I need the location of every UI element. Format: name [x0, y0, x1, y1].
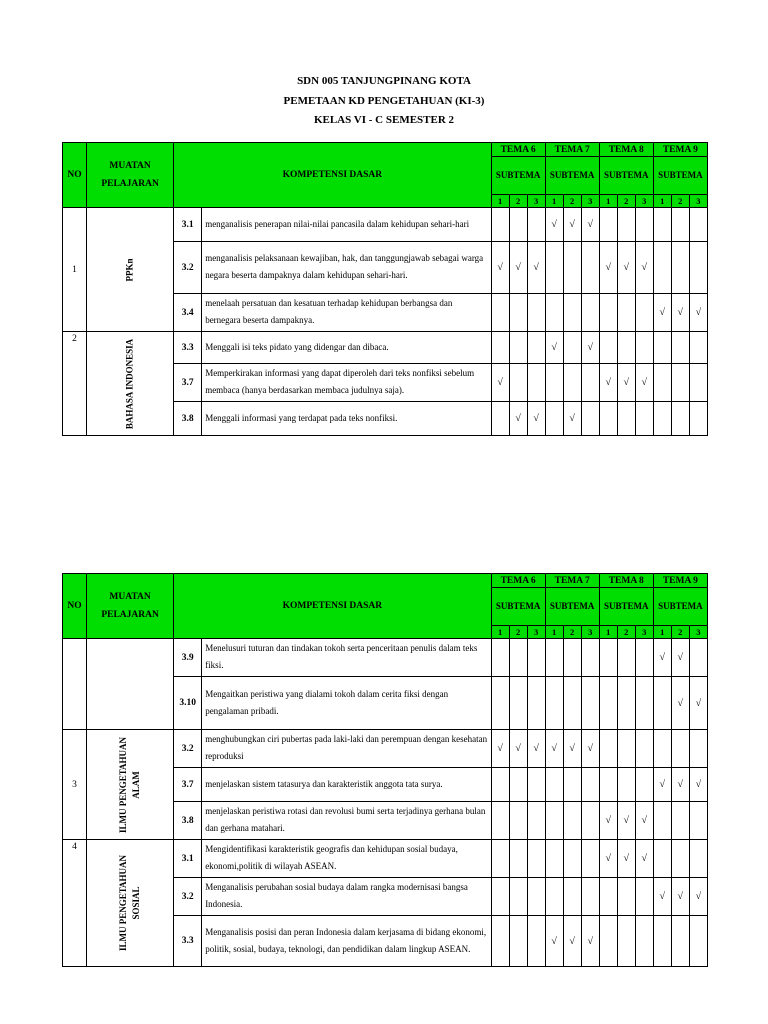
empty-cell [509, 208, 527, 242]
kd-mapping-table-2 [62, 573, 708, 967]
empty-cell [671, 364, 689, 402]
empty-cell [617, 332, 635, 364]
subject-label: PPKn [124, 257, 135, 282]
check-mark: √ [689, 294, 707, 332]
kd-description: Memperkirakan informasi yang dapat diperoleh dari teks nonfiksi sebelum membaca (hanya berdasarkan membaca judulnya saja). [202, 364, 491, 402]
subject-cell [87, 208, 174, 332]
check-mark: √ [635, 242, 653, 294]
header-no: NO [63, 574, 87, 639]
empty-cell [563, 332, 581, 364]
kd-description: Menggali isi teks pidato yang didengar dan dibaca. [202, 332, 491, 364]
row-number: 2 [63, 332, 87, 436]
header-subtema-number: 1 [491, 195, 509, 208]
empty-cell [689, 840, 707, 878]
kd-row [63, 208, 708, 242]
empty-cell [545, 802, 563, 840]
kd-code: 3.7 [174, 364, 202, 402]
empty-cell [671, 208, 689, 242]
empty-cell [653, 402, 671, 436]
check-mark: √ [491, 242, 509, 294]
empty-cell [527, 332, 545, 364]
subject-cell [87, 332, 174, 436]
empty-cell [545, 768, 563, 802]
empty-cell [545, 364, 563, 402]
header-subtema: SUBTEMA [491, 588, 545, 626]
check-mark: √ [671, 639, 689, 677]
empty-cell [689, 802, 707, 840]
kd-code: 3.3 [174, 916, 202, 967]
check-mark: √ [671, 677, 689, 730]
empty-cell [671, 730, 689, 768]
empty-cell [689, 332, 707, 364]
empty-cell [491, 878, 509, 916]
kd-code: 3.10 [174, 677, 202, 730]
kd-description: Menelusuri tuturan dan tindakan tokoh serta penceritaan penulis dalam teks fiksi. [202, 639, 491, 677]
empty-cell [653, 802, 671, 840]
empty-cell [653, 677, 671, 730]
check-mark: √ [653, 639, 671, 677]
check-mark: √ [527, 730, 545, 768]
empty-cell [617, 768, 635, 802]
subject-label: ILMU PENGETAHUAN ALAM [118, 736, 142, 833]
header-subtema: SUBTEMA [545, 157, 599, 195]
empty-cell [671, 840, 689, 878]
empty-cell [671, 916, 689, 967]
subject-cell [87, 639, 174, 730]
kd-code: 3.4 [174, 294, 202, 332]
document-title: PEMETAAN KD PENGETAHUAN (KI-3) [283, 94, 485, 107]
empty-cell [545, 677, 563, 730]
empty-cell [599, 294, 617, 332]
header-tema-8: TEMA 8 [599, 574, 653, 588]
check-mark: √ [653, 878, 671, 916]
check-mark: √ [617, 840, 635, 878]
empty-cell [653, 840, 671, 878]
check-mark: √ [545, 916, 563, 967]
empty-cell [563, 294, 581, 332]
empty-cell [671, 802, 689, 840]
empty-cell [545, 242, 563, 294]
empty-cell [635, 677, 653, 730]
empty-cell [635, 294, 653, 332]
empty-cell [671, 332, 689, 364]
header-subtema: SUBTEMA [491, 157, 545, 195]
empty-cell [599, 878, 617, 916]
check-mark: √ [581, 208, 599, 242]
empty-cell [635, 878, 653, 916]
check-mark: √ [491, 364, 509, 402]
empty-cell [509, 878, 527, 916]
header-tema-8: TEMA 8 [599, 143, 653, 157]
header-subtema-number: 3 [689, 626, 707, 639]
kd-code: 3.2 [174, 730, 202, 768]
empty-cell [491, 916, 509, 967]
empty-cell [509, 840, 527, 878]
kd-code: 3.9 [174, 639, 202, 677]
school-name: SDN 005 TANJUNGPINANG KOTA [297, 75, 471, 87]
subject-label: BAHASA INDONESIA [124, 338, 135, 429]
header-tema-6: TEMA 6 [491, 143, 545, 157]
empty-cell [599, 332, 617, 364]
header-tema-9: TEMA 9 [653, 574, 707, 588]
kd-code: 3.1 [174, 208, 202, 242]
check-mark: √ [581, 332, 599, 364]
empty-cell [491, 677, 509, 730]
header-subtema-number: 2 [671, 195, 689, 208]
empty-cell [527, 364, 545, 402]
check-mark: √ [671, 294, 689, 332]
check-mark: √ [617, 364, 635, 402]
header-subtema-number: 2 [563, 626, 581, 639]
empty-cell [545, 402, 563, 436]
kd-description: Menggali informasi yang terdapat pada teks nonfiksi. [202, 402, 491, 436]
header-tema-7: TEMA 7 [545, 143, 599, 157]
header-muatan: MUATAN PELAJARAN [87, 574, 174, 639]
empty-cell [509, 639, 527, 677]
check-mark: √ [599, 802, 617, 840]
empty-cell [545, 294, 563, 332]
header-muatan: MUATAN PELAJARAN [87, 143, 174, 208]
empty-cell [599, 677, 617, 730]
header-subtema: SUBTEMA [653, 588, 707, 626]
empty-cell [599, 768, 617, 802]
empty-cell [491, 208, 509, 242]
empty-cell [563, 242, 581, 294]
empty-cell [617, 402, 635, 436]
check-mark: √ [671, 878, 689, 916]
header-subtema-number: 1 [599, 626, 617, 639]
header-kompetensi-dasar: KOMPETENSI DASAR [174, 574, 491, 639]
kd-code: 3.3 [174, 332, 202, 364]
empty-cell [545, 639, 563, 677]
empty-cell [617, 294, 635, 332]
kd-row [63, 730, 708, 768]
empty-cell [527, 639, 545, 677]
header-subtema-number: 1 [653, 195, 671, 208]
kd-description: menganalisis penerapan nilai-nilai pancasila dalam kehidupan sehari-hari [202, 208, 491, 242]
row-number [63, 639, 87, 730]
header-subtema-number: 3 [635, 626, 653, 639]
kd-description: menjelaskan sistem tatasurya dan karakteristik anggota tata surya. [202, 768, 491, 802]
empty-cell [509, 768, 527, 802]
empty-cell [635, 730, 653, 768]
empty-cell [653, 364, 671, 402]
empty-cell [527, 208, 545, 242]
header-subtema-number: 3 [635, 195, 653, 208]
kd-row [63, 639, 708, 677]
empty-cell [653, 208, 671, 242]
check-mark: √ [617, 242, 635, 294]
empty-cell [581, 242, 599, 294]
empty-cell [581, 294, 599, 332]
empty-cell [491, 768, 509, 802]
empty-cell [581, 802, 599, 840]
empty-cell [599, 208, 617, 242]
header-subtema: SUBTEMA [599, 157, 653, 195]
empty-cell [599, 916, 617, 967]
empty-cell [491, 802, 509, 840]
header-subtema: SUBTEMA [599, 588, 653, 626]
check-mark: √ [599, 364, 617, 402]
subject-label: ILMU PENGETAHUAN SOSIAL [118, 854, 142, 952]
check-mark: √ [599, 242, 617, 294]
empty-cell [581, 840, 599, 878]
header-subtema-number: 2 [509, 195, 527, 208]
header-subtema-number: 3 [581, 195, 599, 208]
check-mark: √ [635, 840, 653, 878]
empty-cell [635, 639, 653, 677]
check-mark: √ [491, 730, 509, 768]
empty-cell [653, 332, 671, 364]
header-subtema-number: 1 [491, 626, 509, 639]
kd-code: 3.2 [174, 878, 202, 916]
empty-cell [635, 768, 653, 802]
empty-cell [509, 332, 527, 364]
header-subtema-number: 1 [545, 195, 563, 208]
kd-description: menelaah persatuan dan kesatuan terhadap kehidupan berbangsa dan bernegara beserta dampaknya. [202, 294, 491, 332]
empty-cell [527, 294, 545, 332]
row-number: 1 [63, 208, 87, 332]
kd-code: 3.8 [174, 802, 202, 840]
empty-cell [527, 768, 545, 802]
subject-cell [87, 840, 174, 967]
header-subtema-number: 2 [617, 195, 635, 208]
check-mark: √ [509, 730, 527, 768]
kd-description: menghubungkan ciri pubertas pada laki-laki dan perempuan dengan kesehatan reproduksi [202, 730, 491, 768]
check-mark: √ [671, 768, 689, 802]
empty-cell [671, 242, 689, 294]
check-mark: √ [563, 208, 581, 242]
check-mark: √ [653, 294, 671, 332]
header-tema-9: TEMA 9 [653, 143, 707, 157]
header-subtema-number: 1 [599, 195, 617, 208]
check-mark: √ [563, 916, 581, 967]
empty-cell [491, 332, 509, 364]
empty-cell [617, 878, 635, 916]
empty-cell [527, 802, 545, 840]
check-mark: √ [545, 730, 563, 768]
check-mark: √ [635, 802, 653, 840]
empty-cell [581, 677, 599, 730]
kd-description: menganalisis pelaksanaan kewajiban, hak, dan tanggungjawab sebagai warga negara beserta dampaknya dalam kehidupan sehari-hari. [202, 242, 491, 294]
empty-cell [491, 639, 509, 677]
empty-cell [563, 768, 581, 802]
empty-cell [617, 677, 635, 730]
check-mark: √ [509, 242, 527, 294]
header-tema-6: TEMA 6 [491, 574, 545, 588]
header-subtema: SUBTEMA [545, 588, 599, 626]
class-semester: KELAS VI - C SEMESTER 2 [313, 114, 455, 126]
empty-cell [581, 402, 599, 436]
kd-description: menjelaskan peristiwa rotasi dan revolusi bumi serta terjadinya gerhana bulan dan gerhana matahari. [202, 802, 491, 840]
empty-cell [545, 878, 563, 916]
header-subtema-number: 3 [689, 195, 707, 208]
empty-cell [653, 242, 671, 294]
header-subtema-number: 3 [527, 195, 545, 208]
empty-cell [635, 208, 653, 242]
document-titles [0, 72, 768, 131]
empty-cell [581, 639, 599, 677]
empty-cell [545, 840, 563, 878]
check-mark: √ [689, 878, 707, 916]
empty-cell [689, 730, 707, 768]
empty-cell [689, 364, 707, 402]
header-subtema-number: 2 [509, 626, 527, 639]
kd-mapping-table-1 [62, 142, 708, 436]
check-mark: √ [689, 677, 707, 730]
check-mark: √ [635, 364, 653, 402]
empty-cell [689, 639, 707, 677]
empty-cell [635, 916, 653, 967]
empty-cell [527, 916, 545, 967]
header-subtema-number: 1 [545, 626, 563, 639]
empty-cell [689, 916, 707, 967]
kd-description: Mengaitkan peristiwa yang dialami tokoh dalam cerita fiksi dengan pengalaman pribadi. [202, 677, 491, 730]
header-subtema-number: 2 [617, 626, 635, 639]
empty-cell [563, 639, 581, 677]
check-mark: √ [653, 768, 671, 802]
empty-cell [563, 677, 581, 730]
header-subtema-number: 2 [563, 195, 581, 208]
check-mark: √ [599, 840, 617, 878]
check-mark: √ [527, 242, 545, 294]
kd-code: 3.8 [174, 402, 202, 436]
empty-cell [527, 878, 545, 916]
kd-row [63, 332, 708, 364]
kd-code: 3.2 [174, 242, 202, 294]
empty-cell [563, 802, 581, 840]
empty-cell [617, 730, 635, 768]
empty-cell [491, 840, 509, 878]
empty-cell [617, 639, 635, 677]
header-kompetensi-dasar: KOMPETENSI DASAR [174, 143, 491, 208]
header-tema-7: TEMA 7 [545, 574, 599, 588]
subject-cell [87, 730, 174, 840]
empty-cell [653, 916, 671, 967]
header-no: NO [63, 143, 87, 208]
empty-cell [527, 840, 545, 878]
kd-code: 3.7 [174, 768, 202, 802]
kd-description: Mengidentifikasi karakteristik geografis dan kehidupan sosial budaya, ekonomi,politik di wilayah ASEAN. [202, 840, 491, 878]
empty-cell [617, 916, 635, 967]
empty-cell [509, 916, 527, 967]
empty-cell [653, 730, 671, 768]
check-mark: √ [509, 402, 527, 436]
check-mark: √ [581, 916, 599, 967]
check-mark: √ [527, 402, 545, 436]
empty-cell [689, 402, 707, 436]
empty-cell [581, 768, 599, 802]
header-subtema-number: 1 [653, 626, 671, 639]
empty-cell [635, 402, 653, 436]
empty-cell [635, 332, 653, 364]
kd-description: Menganalisis perubahan sosial budaya dalam rangka modernisasi bangsa Indonesia. [202, 878, 491, 916]
empty-cell [689, 242, 707, 294]
header-subtema-number: 2 [671, 626, 689, 639]
row-number: 4 [63, 840, 87, 967]
empty-cell [563, 878, 581, 916]
empty-cell [563, 840, 581, 878]
kd-row [63, 840, 708, 878]
empty-cell [671, 402, 689, 436]
empty-cell [509, 364, 527, 402]
row-number: 3 [63, 730, 87, 840]
empty-cell [689, 208, 707, 242]
empty-cell [509, 294, 527, 332]
header-subtema: SUBTEMA [653, 157, 707, 195]
check-mark: √ [563, 730, 581, 768]
check-mark: √ [617, 802, 635, 840]
check-mark: √ [581, 730, 599, 768]
empty-cell [509, 802, 527, 840]
empty-cell [491, 294, 509, 332]
empty-cell [563, 364, 581, 402]
empty-cell [491, 402, 509, 436]
empty-cell [599, 402, 617, 436]
kd-description: Menganalisis posisi dan peran Indonesia dalam kerjasama di bidang ekonomi, politik, sosial, budaya, teknologi, dan pendidikan dalam lingkup ASEAN. [202, 916, 491, 967]
check-mark: √ [545, 332, 563, 364]
kd-code: 3.1 [174, 840, 202, 878]
check-mark: √ [545, 208, 563, 242]
check-mark: √ [689, 768, 707, 802]
empty-cell [509, 677, 527, 730]
empty-cell [617, 208, 635, 242]
empty-cell [527, 677, 545, 730]
empty-cell [599, 730, 617, 768]
check-mark: √ [563, 402, 581, 436]
empty-cell [599, 639, 617, 677]
empty-cell [581, 364, 599, 402]
empty-cell [581, 878, 599, 916]
header-subtema-number: 3 [527, 626, 545, 639]
header-subtema-number: 3 [581, 626, 599, 639]
